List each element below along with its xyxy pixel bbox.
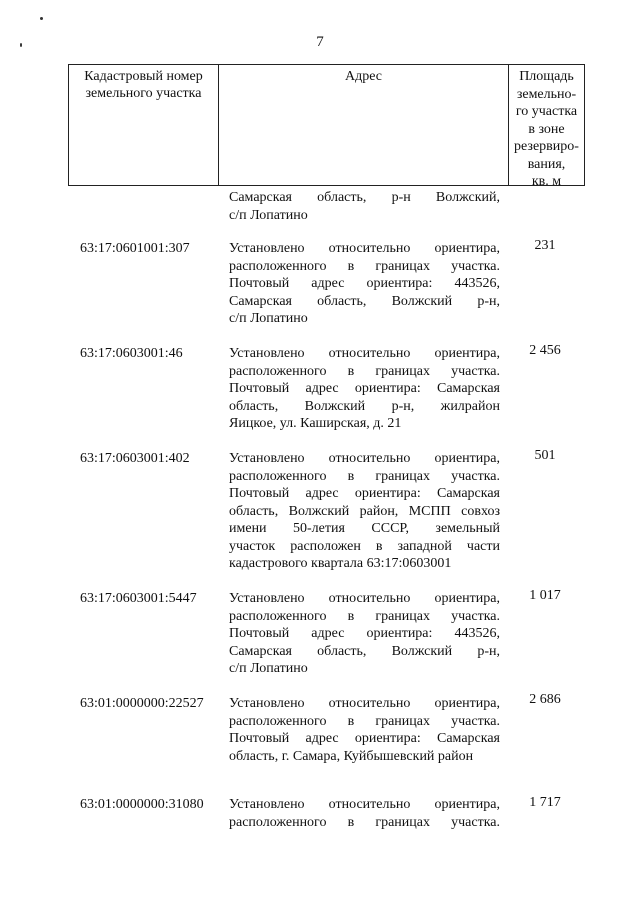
area-value: 2 686 [529,692,561,707]
address-continuation [229,189,500,224]
address-line: Установлено относительно ориентира, [229,696,500,711]
address-line: расположенного в границах участка. [229,608,500,624]
header-line: Адрес [344,69,382,84]
address-line: Почтовый адрес ориентира: 443526, [229,626,500,641]
address-line: участок расположен в западной части [229,538,500,554]
address-line: расположенного в границах участка. [229,258,500,274]
cadastral-number: 63:17:0601001:307 [80,241,190,256]
address-line: расположенного в границах участка. [229,363,500,379]
address-cell [229,345,500,433]
address-line: область, Волжский р-н, жилрайон [229,398,500,414]
header-line: вания, [527,156,566,172]
address-line: Установлено относительно ориентира, [229,591,500,606]
header-line: Площадь [519,69,574,84]
address-line: расположенного в границах участка. [229,713,500,729]
address-line: имени 50-летия СССР, земельный [229,521,500,536]
address-cell [229,590,500,678]
address-line: Установлено относительно ориентира, [229,451,500,466]
address-line: Установлено относительно ориентира, [229,797,500,812]
address-line: Почтовый адрес ориентира: 443526, [229,276,500,291]
area-value: 501 [534,448,556,463]
header-line: резервиро- [514,139,579,154]
table-header [68,64,585,189]
header-line: го участка [515,104,578,119]
address-line: область, г. Самара, Куйбышевский район [229,748,474,764]
page-number: 7 [316,34,324,50]
cadastral-number: 63:17:0603001:402 [80,451,190,466]
address-cell [229,796,500,831]
header-line: в зоне [528,121,565,137]
address-line: кадастрового квартала 63:17:0603001 [229,556,452,571]
cadastral-number: 63:01:0000000:31080 [80,797,204,812]
address-line: Установлено относительно ориентира, [229,346,500,361]
address-line: с/п Лопатино [229,311,308,326]
scan-speck [40,17,43,20]
address-line: расположенного в границах участка. [229,468,500,484]
header-line: земельно- [516,86,577,102]
header-line: земельного участка [85,86,202,101]
header-address [219,65,509,185]
address-line: Почтовый адрес ориентира: Самарская [229,486,500,501]
address-line: Самарская область, Волжский р-н, [229,643,500,659]
area-value: 1 017 [529,588,561,603]
address-line: Самарская область, Волжский р-н, [229,293,500,309]
address-line: Установлено относительно ориентира, [229,241,500,256]
address-line: Почтовый адрес ориентира: Самарская [229,731,500,746]
address-line: расположенного в границах участка. [229,814,500,830]
address-line: Самарская область, р-н Волжский, [229,190,500,205]
header-area [509,65,584,189]
address-line: с/п Лопатино [229,207,308,223]
area-value: 231 [534,238,556,253]
header-line: Кадастровый номер [84,69,203,84]
cadastral-number: 63:17:0603001:46 [80,346,183,361]
address-cell [229,240,500,328]
address-line: Яицкое, ул. Каширская, д. 21 [229,416,402,431]
address-line: Почтовый адрес ориентира: Самарская [229,381,500,396]
cadastral-number: 63:17:0603001:5447 [80,591,197,606]
address-cell [229,450,500,573]
header-line: кв. м [531,174,562,189]
cadastral-number: 63:01:0000000:22527 [80,696,204,711]
address-line: с/п Лопатино [229,661,308,676]
header-cadastral-number [69,65,219,185]
area-value: 1 717 [529,795,561,810]
area-value: 2 456 [529,343,561,358]
address-cell [229,695,500,765]
address-line: область, Волжский район, МСПП совхоз [229,503,500,519]
